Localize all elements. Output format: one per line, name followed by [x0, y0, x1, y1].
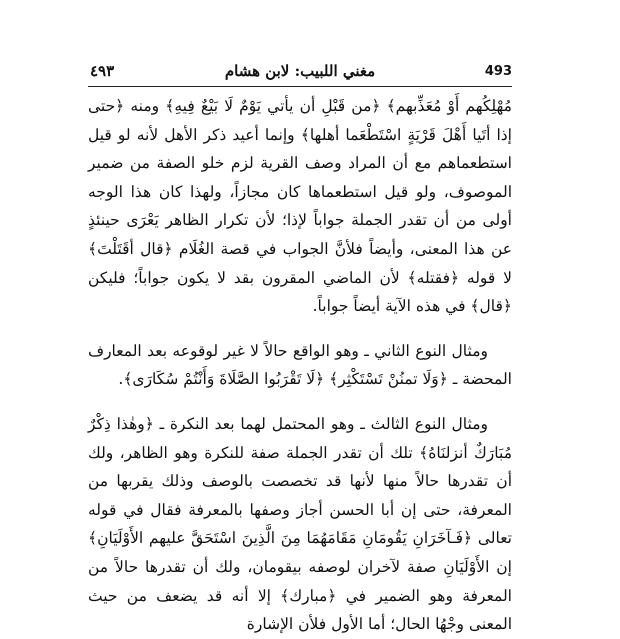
paragraph-gap	[88, 321, 512, 337]
paragraph-1: مُهْلِكُهم أَوْ مُعَذِّبهم﴾ ﴿من قَبْلِ أن يأتي يَوْمٌ لَا بَيْعٌ فِيهِ﴾ ومنه ﴿حتى إذا أتَيا أَهْلَ قَرْيَةٍ اسْتَطْعَما أهلها﴾ وإنما أعيد ذكر الأهل لأنه لو قيل استطعماهم مع أن المراد وصف القرية لزم خلو الصفة من ضمير الموصوف، ولو قيل استطعماها كان مجازاً، ولهذا كان هذا الوجه أولى من أن تقدر الجملة جواباً لإذا؛ لأن تكرار الظاهر يَعْرَى حينئذٍ عن هذا المعنى، وأيضاً فلأنَّ الجواب في قصة الغُلَام ﴿قال أقَتَلْتَ﴾ لا قوله ﴿فقتله﴾ لأن الماضي المقرون بقد لا يكون جواباً؛ فليكن ﴿قال﴾ في هذه الآية أيضاً جواباً.	[88, 97, 512, 316]
header-rule	[88, 86, 512, 87]
running-title: مغني اللبيب: لابن هشام	[224, 62, 376, 80]
paragraph-gap	[88, 394, 512, 410]
page-number-arabic: ٤٩٣	[90, 62, 115, 80]
paragraph-3: ومثال النوع الثالث ـ وهو المحتمل لهما بعد النكرة ـ ﴿وهٰذا ذِكْرٌ مُبَارَكٌ أنزلنَاهُ﴾ تلك أن تقدر الجملة صفة للنكرة وهو الظاهر، ولك أن تقدرها حالاً منها لأنها قد تخصصت بالوصف وذلك يقربها من المعرفة، حتى إن أبا الحسن أجاز وصفها بالمعرفة فقال في قوله تعالى ﴿فَـآخَرَانِ يَقُومَانِ مَقَامَهُمَا مِنَ الَّذِينَ اسْتَحَقَّ عليهم الأَوْلَيَانِ﴾ إن الأَوْلَيَانِ صفة لآخران لوصفه بيقومان، ولك أن تقدرها حالاً من المعرفة وهو الضمير في ﴿مبارك﴾ إلا أنه قد يضعف من حيث المعنى وجْهُا الحال؛ أما الأول فلأن الإشارة	[88, 414, 512, 634]
paragraph-2: ومثال النوع الثاني ـ وهو الواقع حالاً لا غير لوقوعه بعد المعارف المحضة ـ ﴿وَلَا تمنُنْ تَسْتَكْثِر﴾ ﴿لَا تَقْرَبُوا الصَّلَاةَ وَأَنْتُمْ سُكَارَى﴾.	[88, 341, 512, 389]
main-text	[88, 92, 512, 639]
page-header	[88, 62, 512, 88]
page-number-latin: 493	[484, 64, 512, 79]
